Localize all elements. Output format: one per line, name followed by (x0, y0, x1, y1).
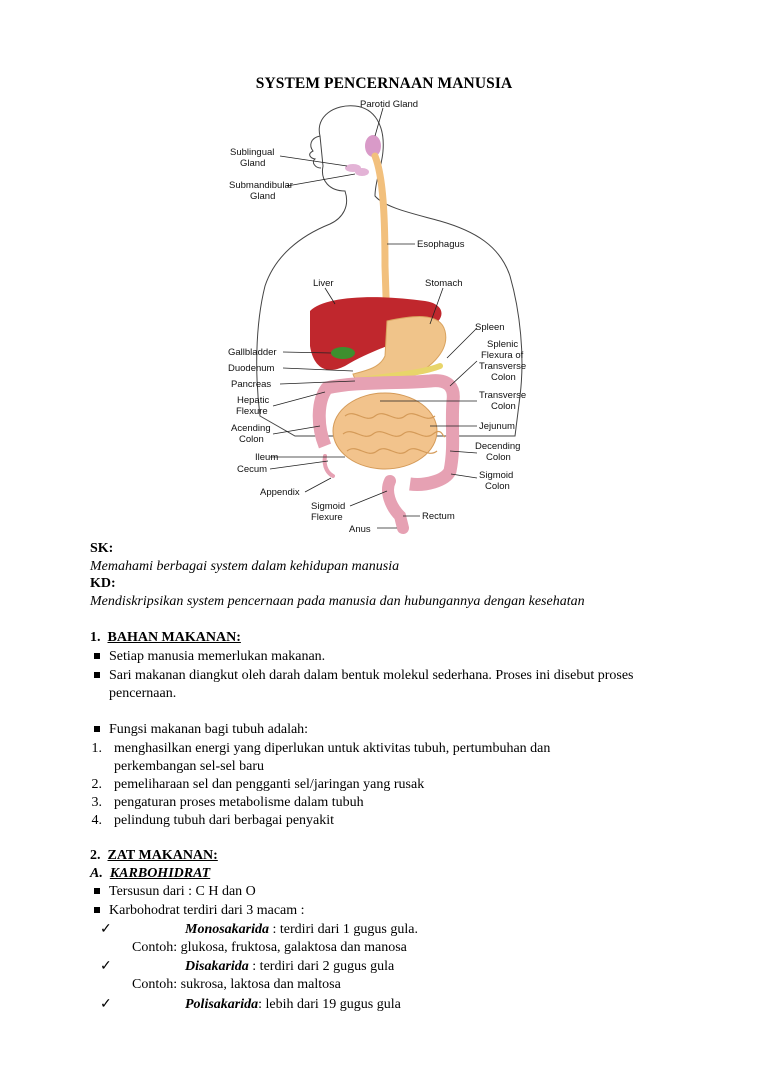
digestive-system-illustration (225, 96, 555, 536)
label-splenic-flexura: Splenic (487, 339, 519, 350)
bullet-icon (94, 672, 100, 678)
svg-text:Flexure: Flexure (311, 512, 343, 523)
label-liver: Liver (313, 278, 334, 289)
kd-label: KD: (90, 576, 116, 591)
svg-text:Colon: Colon (491, 372, 516, 383)
label-sigmoid-flexure: Sigmoid (311, 501, 346, 512)
label-duodenum: Duodenum (228, 363, 275, 374)
bullet-icon (94, 726, 100, 732)
label-pancreas: Pancreas (231, 379, 272, 390)
numbered-item: 4. pelindung tubuh dari berbagai penyakit (91, 813, 335, 828)
label-acending-colon: Acending (231, 423, 271, 434)
checkmark-icon: ✓ (100, 959, 112, 974)
list-item: Fungsi makanan bagi tubuh adalah: (90, 721, 308, 739)
label-anus: Anus (349, 524, 371, 535)
svg-text:Flexura of: Flexura of (481, 350, 524, 361)
label-sublingual-gland: Sublingual (230, 147, 275, 158)
list-item: Setiap manusia memerlukan makanan. (90, 648, 325, 666)
numbered-item: 2. pemeliharaan sel dan pengganti sel/jaringan yang rusak (91, 777, 425, 792)
section-2-heading: 2. ZAT MAKANAN: (90, 848, 218, 863)
label-parotid-gland: Parotid Gland (360, 99, 419, 110)
subsection-heading: A. KARBOHIDRAT (90, 866, 211, 881)
numbered-item: perkembangan sel-sel baru (114, 759, 265, 774)
label-sigmoid-colon: Sigmoid (479, 470, 514, 481)
rectum (388, 481, 403, 528)
svg-text:Colon: Colon (486, 452, 511, 463)
list-item: Karbohodrat terdiri dari 3 macam : (90, 902, 305, 920)
label-stomach: Stomach (425, 278, 463, 289)
check-item: ✓ Monosakarida : terdiri dari 1 gugus gula. (100, 922, 418, 937)
list-item: Tersusun dari : C H dan O (90, 883, 256, 901)
label-gallbladder: Gallbladder (228, 347, 277, 358)
label-jejunum: Jejunum (479, 421, 515, 432)
bullet-icon (94, 653, 100, 659)
label-submandibular-gland: Submandibular (229, 180, 293, 191)
label-ileum: Ileum (255, 452, 279, 463)
checkmark-icon: ✓ (100, 997, 112, 1012)
label-spleen: Spleen (475, 322, 505, 333)
label-transverse-colon: Transverse (479, 390, 527, 401)
svg-text:Gland: Gland (250, 191, 276, 202)
check-item: ✓ Disakarida : terdiri dari 2 gugus gula (100, 959, 395, 974)
numbered-item: 1. menghasilkan energi yang diperlukan untuk aktivitas tubuh, pertumbuhan dan (91, 741, 551, 756)
label-appendix: Appendix (260, 487, 300, 498)
small-intestine (333, 393, 437, 469)
svg-text:Flexure: Flexure (236, 406, 268, 417)
label-cecum: Cecum (237, 464, 268, 475)
svg-text:Colon: Colon (485, 481, 510, 492)
example-text: Contoh: glukosa, fruktosa, galaktosa dan manosa (132, 940, 407, 955)
check-item: ✓ Polisakarida: lebih dari 19 gugus gula (100, 997, 401, 1012)
sk-label: SK: (90, 541, 114, 556)
label-esophagus: Esophagus (417, 239, 465, 250)
label-decending-colon: Decending (475, 441, 521, 452)
example-text: Contoh: sukrosa, laktosa dan maltosa (132, 977, 341, 992)
label-hepatic-flexure: Hepatic (237, 395, 270, 406)
sk-text: Memahami berbagai system dalam kehidupan manusia (90, 559, 400, 574)
svg-text:Transverse: Transverse (479, 361, 527, 372)
section-1-heading: 1. BAHAN MAKANAN: (90, 630, 241, 645)
list-item-continuation: pencernaan. (109, 686, 177, 701)
checkmark-icon: ✓ (100, 922, 112, 937)
gallbladder (331, 347, 355, 359)
svg-text:Gland: Gland (240, 158, 266, 169)
label-rectum: Rectum (422, 511, 455, 522)
list-item: Sari makanan diangkut oleh darah dalam bentuk molekul sederhana. Proses ini disebut proses (90, 667, 633, 685)
svg-text:Colon: Colon (239, 434, 264, 445)
submandibular-gland (355, 168, 369, 176)
numbered-item: 3. pengaturan proses metabolisme dalam tubuh (91, 795, 364, 810)
bullet-icon (94, 888, 100, 894)
kd-text: Mendiskripsikan system pencernaan pada manusia dan hubungannya dengan kesehatan (90, 594, 585, 609)
svg-text:Colon: Colon (491, 401, 516, 412)
bullet-icon (94, 907, 100, 913)
digestive-system-figure (225, 96, 555, 536)
page-title: SYSTEM PENCERNAAN MANUSIA (255, 75, 513, 92)
